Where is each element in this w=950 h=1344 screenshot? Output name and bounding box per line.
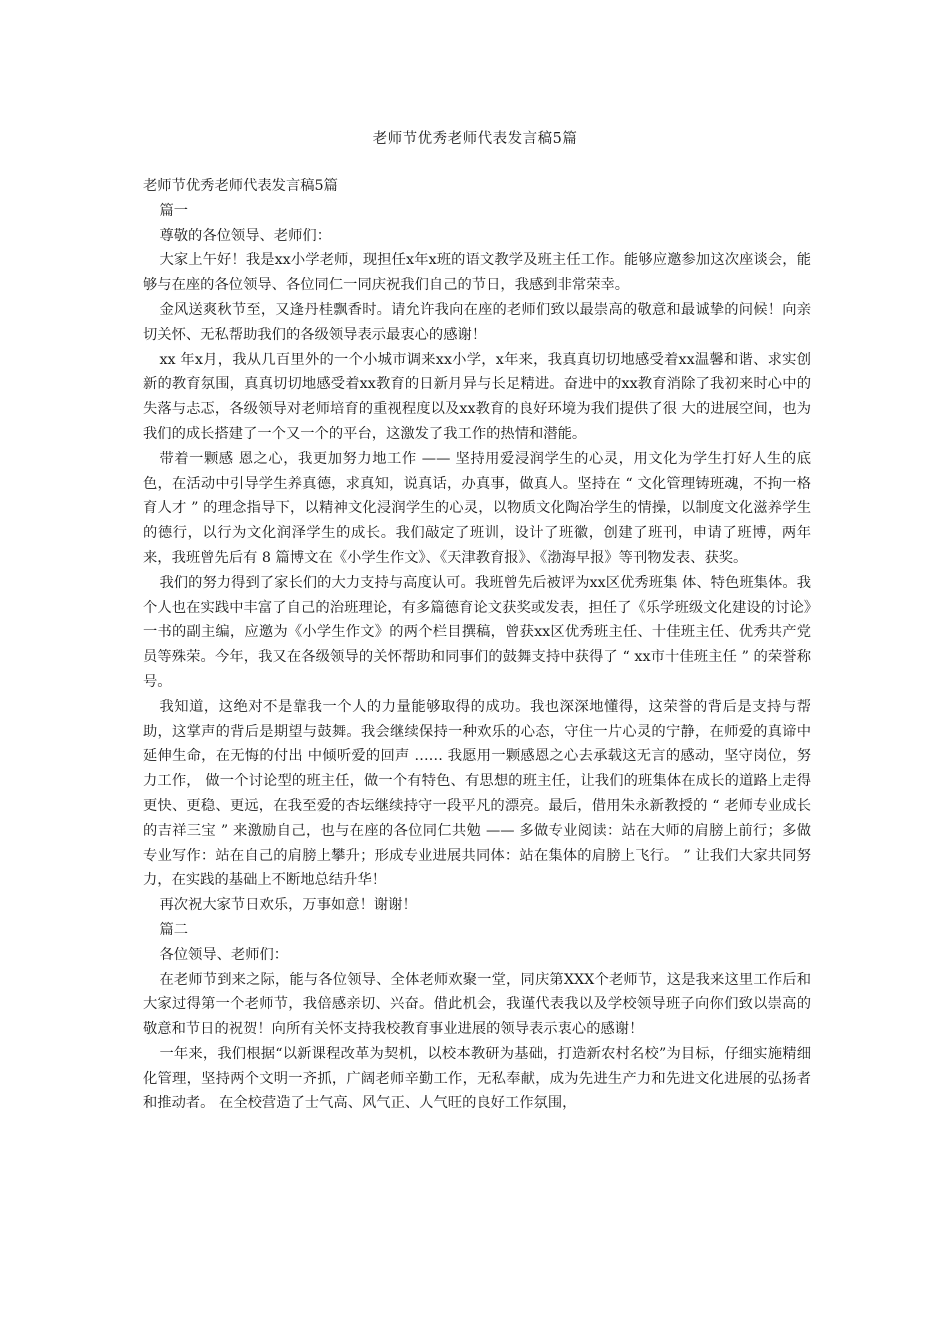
- closing-line: 再次祝大家节日欢乐，万事如意！谢谢！: [159, 897, 417, 914]
- section-heading-2: 篇二: [159, 921, 189, 938]
- section-heading-1: 篇一: [159, 202, 189, 219]
- document-body: [143, 174, 811, 1116]
- paragraph: 带着一颗感 恩之心，我更加努力地工作 —— 坚持用爱浸润学生的心灵，用文化为学生打好人生的底色，在活动中引导学生养真德，求真知，说真话，办真事，做真人。坚持在 “ 文化管理铸班魂，不拘一格育人才 ” 的理念指导下，以精神文化浸润学生的心灵，以物质文化陶冶学生的情操，以制度文化滋养学生的德行，以行为文化润泽学生的成长。我们敲定了班训，设计了班徽，创建了班刊，申请了班博，两年来，我班曾先后有 8 篇博文在《小学生作文》、《天津教育报》、《渤海早报》等刊物发表、获奖。: [143, 450, 811, 566]
- salutation-2: 各位领导、老师们：: [159, 946, 289, 963]
- paragraph: xx 年x月，我从几百里外的一个小城市调来xx小学，x年来，我真真切切地感受着xx温馨和谐、求实创新的教育氛围，真真切切地感受着xx教育的日新月异与长足精进。奋进中的xx教育消除了我初来时心中的失落与忐忑，各级领导对老师培育的重视程度以及xx教育的良好环境为我们提供了很 大的进展空间，也为我们的成长搭建了一个又一个的平台，这激发了我工作的热情和潜能。: [143, 351, 811, 442]
- paragraph: 金风送爽秋节至，又逢丹桂飘香时。请允许我向在座的老师们致以最崇高的敬意和最诚挚的问候！向亲切关怀、无私帮助我们的各级领导表示最衷心的感谢！: [143, 301, 811, 343]
- paragraph: 我们的努力得到了家长们的大力支持与高度认可。我班曾先后被评为xx区优秀班集 体、特色班集体。我个人也在实践中丰富了自己的治班理论，有多篇德育论文获奖或发表，担任了《乐学班级文化建设的讨论》一书的副主编，应邀为《小学生作文》的两个栏目撰稿，曾获xx区优秀班主任、十佳班主任、优秀共产党员等殊荣。今年，我又在各级领导的关怀帮助和同事们的鼓舞支持中获得了 “ xx市十佳班主任 ” 的荣誉称号。: [143, 574, 811, 690]
- paragraph: 一年来，我们根据“以新课程改革为契机，以校本教研为基础，打造新农村名校”为目标，仔细实施精细化管理，坚持两个文明一齐抓，广阔老师辛勤工作，无私奉献，成为先进生产力和先进文化进展的弘扬者和推动者。 在全校营造了士气高、风气正、人气旺的良好工作氛围，: [143, 1045, 811, 1112]
- document-title: 老师节优秀老师代表发言稿5篇: [372, 131, 578, 147]
- document-subtitle: 老师节优秀老师代表发言稿5篇: [143, 178, 338, 194]
- paragraph: 大家上午好！我是xx小学老师，现担任x年x班的语文教学及班主任工作。能够应邀参加这次座谈会，能够与在座的各位领导、各位同仁一同庆祝我们自己的节日，我感到非常荣幸。: [143, 252, 811, 294]
- paragraph: 我知道，这绝对不是靠我一个人的力量能够取得的成功。我也深深地懂得，这荣誉的背后是支持与帮助，这掌声的背后是期望与鼓舞。我会继续保持一种欢乐的心态，守住一片心灵的宁静，在师爱的真谛中延伸生命，在无悔的付出 中倾听爱的回声 …… 我愿用一颗感恩之心去承载这无言的感动，坚守岗位，努力工作， 做一个讨论型的班主任，做一个有特色、有思想的班主任，让我们的班集体在成长的道路上走得更快、更稳、更远，在我至爱的杏坛继续持守一段平凡的漂亮。最后，借用朱永新教授的 “ 老师专业成长的吉祥三宝 ” 来激励自己，也与在座的各位同仁共勉 —— 多做专业阅读：站在大师的肩膀上前行；多做专业写作：站在自己的肩膀上攀升；形成专业进展共同体：站在集体的肩膀上飞行。 ” 让我们大家共同努力，在实践的基础上不断地总结升华！: [143, 698, 811, 889]
- paragraph: 在老师节到来之际，能与各位领导、全体老师欢聚一堂，同庆第XXX个老师节，这是我来这里工作后和大家过得第一个老师节，我倍感亲切、兴奋。借此机会，我谨代表我以及学校领导班子向你们致以崇高的敬意和节日的祝贺！向所有关怀支持我校教育事业进展的领导表示衷心的感谢！: [143, 971, 811, 1038]
- salutation-1: 尊敬的各位领导、老师们：: [159, 227, 331, 244]
